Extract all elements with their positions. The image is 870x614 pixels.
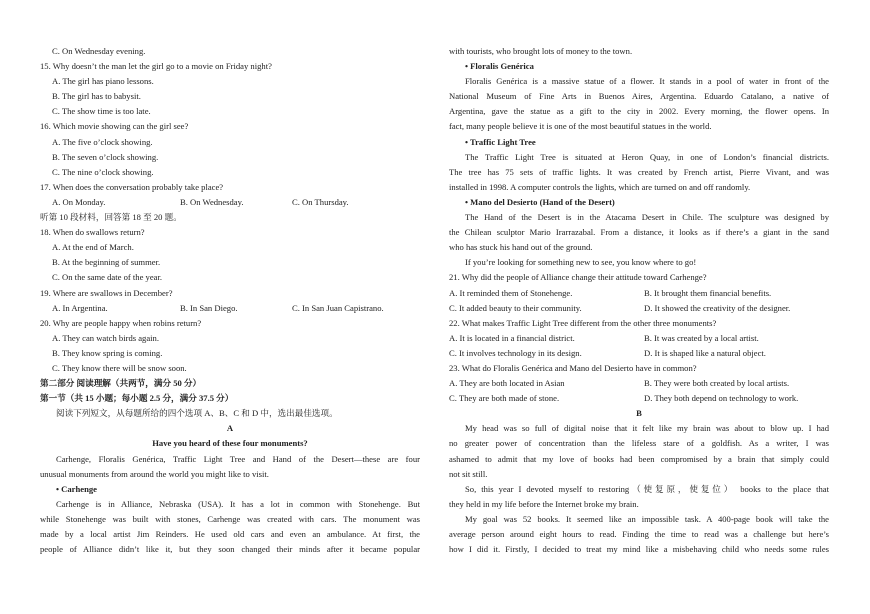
- passage-a-title: Have you heard of these four monuments?: [152, 438, 308, 449]
- q19-option-a: A. In Argentina.: [52, 302, 108, 313]
- question-23: 23. What do Floralis Genérica and Mano del Desierto have in common?: [449, 362, 697, 373]
- carhenge-line-5: with tourists, who brought lots of money to the town.: [449, 46, 633, 56]
- q19-options: [40, 301, 420, 316]
- q17-option-b: B. On Wednesday.: [180, 196, 244, 207]
- listening-instruction-10: 听第 10 段材料，回答第 18 至 20 题。: [40, 212, 182, 223]
- q16-option-c: C. The nine o’clock showing.: [52, 166, 154, 177]
- traffic-tree-line-1: The Traffic Light Tree is situated at Heron Quay, in one of London’s financial districts.: [465, 151, 829, 162]
- question-22: 22. What makes Traffic Light Tree different from the other three monuments?: [449, 317, 717, 328]
- q18-option-c: C. On the same date of the year.: [52, 272, 163, 283]
- traffic-tree-heading: • Traffic Light Tree: [465, 136, 536, 147]
- carhenge-line-4: people of Alliance didn’t like it, but they soon changed their minds after it became popular: [40, 544, 420, 555]
- q22-options-ab: [449, 331, 829, 346]
- question-16: 16. Which movie showing can the girl see?: [40, 121, 189, 132]
- q18-option-a: A. At the end of March.: [52, 242, 134, 253]
- q17-options: [40, 195, 420, 210]
- hand-desert-line-1: The Hand of the Desert is in the Atacama Desert in Chile. The sculpture was designed by: [465, 212, 829, 223]
- floralis-line-2: National Museum of Fine Arts in Buenos Aires, Argentina. Eduardo Catalano, a native of: [449, 91, 829, 102]
- floralis-line-3: Argentina, gave the statue as a gift to the city in 2002. Every morning, the flower opens. In: [449, 106, 829, 117]
- carhenge-heading: • Carhenge: [56, 483, 97, 494]
- q21-options-ab: [449, 286, 829, 301]
- hand-desert-heading: • Mano del Desierto (Hand of the Desert): [465, 196, 615, 207]
- q21-option-b: B. It brought them financial benefits.: [644, 287, 772, 298]
- floralis-line-4: fact, many people believe it is one of the most beautiful statues in the world.: [449, 121, 712, 132]
- q17-option-c: C. On Thursday.: [292, 196, 349, 207]
- question-19: 19. Where are swallows in December?: [40, 287, 173, 298]
- q15-option-a: A. The girl has piano lessons.: [52, 76, 154, 87]
- section-1-heading: 第一节（共 15 小题；每小题 2.5 分，满分 37.5 分）: [40, 393, 234, 404]
- right-column: [449, 44, 829, 557]
- q21-options-cd: [449, 301, 829, 316]
- question-18: 18. When do swallows return?: [40, 227, 145, 238]
- carhenge-line-3: made by a local artist Jim Reinders. He used old cars and even an ambulance. At first, the: [40, 529, 420, 539]
- q22-options-cd: [449, 346, 829, 361]
- left-column: [40, 44, 420, 557]
- q19-option-c: C. In San Juan Capistrano.: [292, 302, 384, 313]
- q23-option-d: D. They both depend on technology to work.: [644, 393, 799, 404]
- passage-b-line-3: ashamed to admit that my love of books had been compromised by a brain that simply could: [449, 453, 829, 464]
- q18-option-b: B. At the beginning of summer.: [52, 257, 161, 268]
- passage-a-label: A: [226, 423, 234, 434]
- q23-option-a: A. They are both located in Asian: [449, 378, 565, 389]
- passage-b-line-1: My head was so full of digital noise that it felt like my brain was about to blow up. I had: [465, 423, 829, 434]
- reading-instruction: 阅读下列短文，从每题所给的四个选项 A、B、C 和 D 中，选出最佳选项。: [56, 408, 338, 419]
- q21-option-c: C. It added beauty to their community.: [449, 302, 582, 313]
- question-15: 15. Why doesn’t the man let the girl go to a movie on Friday night?: [40, 61, 272, 72]
- q14-option-c: C. On Wednesday evening.: [52, 46, 146, 56]
- passage-b-label: B: [636, 408, 642, 419]
- q17-option-a: A. On Monday.: [52, 196, 106, 207]
- traffic-tree-line-3: installed in 1998. A computer controls the lights, which are turned on and off randomly.: [449, 181, 751, 192]
- q21-option-d: D. It showed the creativity of the designer.: [644, 302, 791, 313]
- passage-b-line-6: they held in my life before the Internet broke my brain.: [449, 498, 639, 509]
- passage-b-line-9: how I did it. Firstly, I decided to treat my mind like a misbehaving child who needs some rules: [449, 544, 829, 555]
- q22-option-a: A. It is located in a financial district.: [449, 332, 575, 343]
- carhenge-line-2: while Stonehenge was built with stones, Carhenge was created with cars. The monument was: [40, 513, 420, 524]
- q15-option-b: B. The girl has to babysit.: [52, 91, 141, 102]
- traffic-tree-line-2: The tree has 75 sets of traffic lights. It was created by French artist, Pierre Vivant, and was: [449, 166, 829, 177]
- hand-desert-line-3: who has stuck his hand out of the ground.: [449, 242, 593, 253]
- q19-option-b: B. In San Diego.: [180, 302, 238, 313]
- question-20: 20. Why are people happy when robins return?: [40, 317, 202, 328]
- hand-desert-line-4: If you’re looking for something new to see, you know where to go!: [465, 257, 697, 268]
- floralis-heading: • Floralis Genérica: [465, 61, 534, 72]
- q23-options-cd: [449, 391, 829, 406]
- passage-b-line-7: My goal was 52 books. It seemed like an impossible task. A 400-page book will take the: [465, 513, 829, 524]
- q21-option-a: A. It reminded them of Stonehenge.: [449, 287, 573, 298]
- passage-b-line-8: average person around eight hours to read. Finding the time to read was a challenge but here’s: [449, 529, 829, 539]
- q23-option-c: C. They are both made of stone.: [449, 393, 560, 404]
- q22-option-b: B. It was created by a local artist.: [644, 332, 759, 343]
- hand-desert-line-2: the Chilean sculptor Mario Irarrazabal. From a distance, it looks as if there’s a giant in the sand: [449, 227, 829, 238]
- q22-option-c: C. It involves technology in its design.: [449, 347, 582, 358]
- intro-line-1: Carhenge, Floralis Genérica, Traffic Light Tree and Hand of the Desert—these are four: [56, 453, 420, 464]
- q20-option-c: C. They know there will be snow soon.: [52, 362, 187, 373]
- q16-option-a: A. The five o’clock showing.: [52, 136, 153, 147]
- question-17: 17. When does the conversation probably take place?: [40, 181, 224, 192]
- passage-b-line-5: So, this year I devoted myself to restoring（使复原，使复位） books to the place that: [465, 483, 829, 494]
- floralis-line-1: Floralis Genérica is a massive statue of a flower. It stands in a pool of water in front of the: [465, 76, 829, 87]
- q20-option-b: B. They know spring is coming.: [52, 347, 163, 358]
- passage-b-line-2: no greater power of concentration than the lifeless stare of a goldfish. As a writer, I was: [449, 438, 829, 449]
- q15-option-c: C. The show time is too late.: [52, 106, 151, 117]
- q16-option-b: B. The seven o’clock showing.: [52, 151, 159, 162]
- question-21: 21. Why did the people of Alliance change their attitude toward Carhenge?: [449, 272, 707, 283]
- q23-options-ab: [449, 376, 829, 391]
- passage-b-line-4: not sit still.: [449, 468, 488, 479]
- q20-option-a: A. They can watch birds again.: [52, 332, 159, 343]
- part-2-heading: 第二部分 阅读理解（共两节，满分 50 分）: [40, 378, 202, 389]
- intro-line-2: unusual monuments from around the world you might like to visit.: [40, 468, 269, 479]
- q22-option-d: D. It is shaped like a natural object.: [644, 347, 766, 358]
- q23-option-b: B. They were both created by local artists.: [644, 378, 790, 389]
- carhenge-line-1: Carhenge is in Alliance, Nebraska (USA). It has a lot in common with Stonehenge. But: [56, 498, 420, 509]
